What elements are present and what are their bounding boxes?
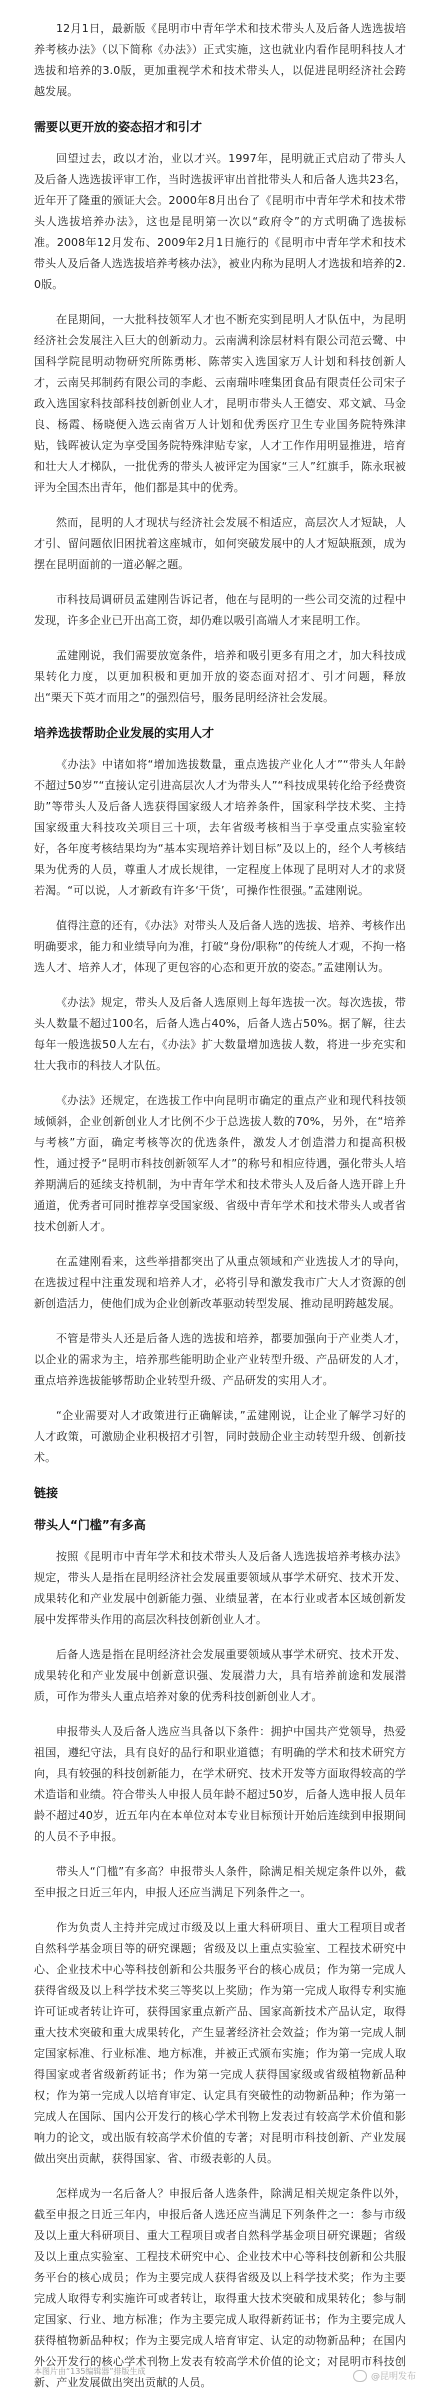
article-paragraph: 后备人选是指在昆明经济社会发展重要领域从事学术研究、技术开发、成果转化和产业发展中创新意识强、发展潜力大，具有培养前途和发展潜质，可作为带头人重点培养对象的优秀科技创新创业人才。 (34, 1648, 406, 1703)
article-paragraph: 值得注意的还有，《办法》对带头人及后备人选的选拔、培养、考核作出明确要求，能力和业绩导向为准，打破“身份/职称”的传统人才观，不拘一格选人才、培养人才，体现了更包容的心态和更开放的姿态。”孟建刚认为。 (34, 919, 406, 974)
article-paragraph: 回望过去，政以才治，业以才兴。1997年，昆明就正式启动了带头人及后备人选选拔评审工作，当时选拔评审出首批带头人和后备人选共23名，近年开了隆重的颁证大会。2000年8月出台了《昆明市中青年学术和技术带头人选拔培养办法》，这也是昆明第一次以“政府令”的方式明确了选拔标准。2008年12月发布、2009年2月1日施行的《昆明市中青年学术和技术带头人及后备人选选拔培养考核办法》，被业内称为昆明人才选拔和培养的2.0版。 (34, 152, 406, 291)
article-paragraph: 申报带头人及后备人选应当具备以下条件：拥护中国共产党领导，热爱祖国，遵纪守法，具有良好的品行和职业道德；有明确的学术和技术研究方向，具有较强的科技创新能力，在学术研究、技术开发等方面取得较高的学术造诣和业绩。符合带头人申报人员年龄不超过50岁，后备人选申报人员年龄不超过40岁，近五年内在本单位对本专业目标预计开始后连续到申报期间的人员不予申报。 (34, 1725, 406, 1843)
watermark (353, 2369, 416, 2382)
article-paragraph: 按照《昆明市中青年学术和技术带头人及后备人选选拔培养考核办法》规定，带头人是指在昆明经济社会发展重要领域从事学术研究、技术开发、成果转化和产业发展中创新能力强、业绩显著，在本行业或者本区域创新发展中发挥带头作用的高层次科技创新创业人才。 (34, 1550, 406, 1626)
article-paragraph: 市科技局调研员孟建刚告诉记者，他在与昆明的一些公司交流的过程中发现，许多企业已开出高工资，却仍难以吸引高端人才来昆明工作。 (34, 593, 406, 627)
article-paragraph: 然而，昆明的人才现状与经济社会发展不相适应，高层次人才短缺，人才引、留问题依旧困扰着这座城市，如何突破发展中的人才短缺瓶颈，成为摆在昆明面前的一道必解之题。 (34, 516, 406, 571)
article-paragraph: 带头人“门槛”有多高？申报带头人条件，除满足相关规定条件以外，截至申报之日近三年内，申报人还应当满足下列条件之一。 (34, 1865, 406, 1899)
source-note: 本图片由“135编辑器”排版生成 (34, 2367, 146, 2376)
article-paragraph: 《办法》规定，带头人及后备人选原则上每年选拔一次。每次选拔，带头人数量不超过100名，后备人选占40%，后备人选占50%。据了解，往去每年一般选拔50人左右，《办法》扩大数量增加选拔人数，将进一步充实和壮大我市的科技人才队伍。 (34, 996, 406, 1072)
section-heading: 需要以更开放的姿态招才和引才 (34, 120, 203, 134)
article-paragraph: 作为负责人主持并完成过市级及以上重大科研项目、重大工程项目或者自然科学基金项目等的研究课题；省级及以上重点实验室、工程技术研究中心、企业技术中心等科技创新和公共服务平台的核心成员；作为第一完成人获得省级及以上科学技术奖三等奖以上奖励；作为第一完成人取得专利实施许可证或者转让许可，获得国家重点新产品、国家高新技术产品认定，取得重大技术突破和重大成果转化，产生显著经济社会效益；作为第一完成人制定国家标准、行业标准、地方标准，并被正式颁布实施；作为第一完成人取得国家或者省级新药证书；作为第一完成人获得国家级或省级植物新品种权；作为第一完成人以培育审定、认定具有突破性的动物新品种；作为第一完成人在国际、国内公开发行的核心学术刊物上发表过有较高学术价值和影响力的论文，或出版有较高学术价值的专著；对昆明市科技创新、产业发展做出突出贡献，获得国家、省、市级表彰的人员。 (34, 1921, 406, 2165)
section-heading: 培养选拔帮助企业发展的实用人才 (34, 726, 215, 740)
article-paragraph: “企业需要对人才政策进行正确解读，”孟建刚说，让企业了解学习好的人才政策，可激励企业积极招才引智，同时鼓励企业主动转型升级、创新技术。 (34, 1409, 406, 1464)
watermark-text: @昆明发布 (370, 2372, 416, 2382)
article-paragraph: 在孟建刚看来，这些举措都突出了从重点领域和产业选拔人才的导向，在选拔过程中注重发现和培养人才，必将引导和激发我市广大人才资源的创新创造活力，使他们成为企业创新改革驱动转型发展、推动昆明跨越发展。 (34, 1255, 406, 1310)
article-paragraph: 孟建刚说，我们需要放宽条件，培养和吸引更多有用之才，加大科技成果转化力度，以更加积极和更加开放的姿态面对招才、引才问题，释放出“栗天下英才而用之”的强烈信号，服务昆明经济社会发展。 (34, 649, 406, 704)
article-paragraph: 不管是带头人还是后备人选的选拔和培养，都要加强向于产业类人才，以企业的需求为主，培养那些能明助企业产业转型升级、产品研发的人才，重点培养选拔能够帮助企业转型升级、产品研发的实用人才。 (34, 1332, 406, 1387)
section-heading: 带头人“门槛”有多高 (34, 1518, 146, 1532)
article-paragraph: 《办法》中诸如将“增加选拔数量，重点选拔产业化人才”“带头人年龄不超过50岁”“直接认定引进高层次人才为带头人”“科技成果转化给予经费资助”等带头人及后备人选获得国家级人才培养条件，国家科学技术奖、主持国家级重大科技攻关项目三十项，去年省级考核相当于享受重点实验室较好，各年度考核结果均为“基本实现培养计划目标”及以上的，经个人考核结果为优秀的人员，尊重人才成长规律，一定程度上体现了昆明对人才的求贤若渴。“可以说，人才新政有许多‘干货’，可操作性很强。”孟建刚说。 (34, 758, 406, 897)
article-paragraph: 在昆期间，一大批科技领军人才也不断充实到昆明人才队伍中，为昆明经济社会发展注入巨大的创新动力。云南满利涂层材料有限公司范云鹭、中国科学院昆明动物研究所陈勇彬、陈蒂实入选国家万人计划和科技创新人才，云南吴邦制药有限公司的李彪、云南瑞咔喹集团食品有限责任公司宋子政入选国家科技部科技创新创业人才，昆明市带头人王德安、邓文斌、马金良、杨霞、杨晓便入选云南省万人计划和优秀医疗卫生专业国务院特殊津贴，钱晖被认定为享受国务院特殊津贴专家，人才工作作用明显推进，培育和壮大人才梯队，一批优秀的带头人被评定为国家“三人”红旗手，陈永珉被评为全国杰出青年，他们都是其中的优秀。 (34, 313, 406, 494)
article-paragraph: 怎样成为一名后备人？申报后备人选条件，除满足相关规定条件以外，截至申报之日近三年内，申报后备人选还应当满足下列条件之一：参与市级及以上重大科研项目、重大工程项目或者自然科学基金项目研究课题；省级及以上重点实验室、工程技术研究中心、企业技术中心等科技创新和公共服务平台的核心成员；作为主要完成人获得省级及以上科学技术奖；作为主要完成人取得专利实施许可或者转让，取得重大技术突破和成果转化；参与制定国家、行业、地方标准；作为主要完成人取得新药证书；作为主要完成人获得植物新品种权；作为主要完成人培育审定、认定的动物新品种；在国内外公开发行的核心学术刊物上发表有较高学术价值的论文；对昆明市科技创新、产业发展做出突出贡献的人员。 (34, 2187, 406, 2389)
link-heading: 链接 (34, 1486, 59, 1500)
article-paragraph: 《办法》还规定，在选拔工作中向昆明市确定的重点产业和现代科技领域倾斜，企业创新创业人才比例不少于总选拔人数的70%，另外，在“培养与考核”方面，确定考核等次的优选条件，激发人才创造潜力和提高积极性，通过授予“昆明市科技创新领军人才”的称号和相应待遇，强化带头人培养期满后的延续支持机制，为中青年学术和技术带头人及后备人选开辟上升通道，优秀者可同时推荐享受国家级、省级中青年学术和技术带头人或者省技术创新人才。 (34, 1094, 406, 1233)
weibo-icon (353, 2370, 367, 2382)
article-paragraph: 12月1日，最新版《昆明市中青年学术和技术带头人及后备人选选拔培养考核办法》（以下简称《办法》）正式实施，这也就业内看作昆明科技人才选拔和培养的3.0版，更加重视学术和技术带头人，以促进昆明经济社会跨越发展。 (34, 22, 406, 98)
